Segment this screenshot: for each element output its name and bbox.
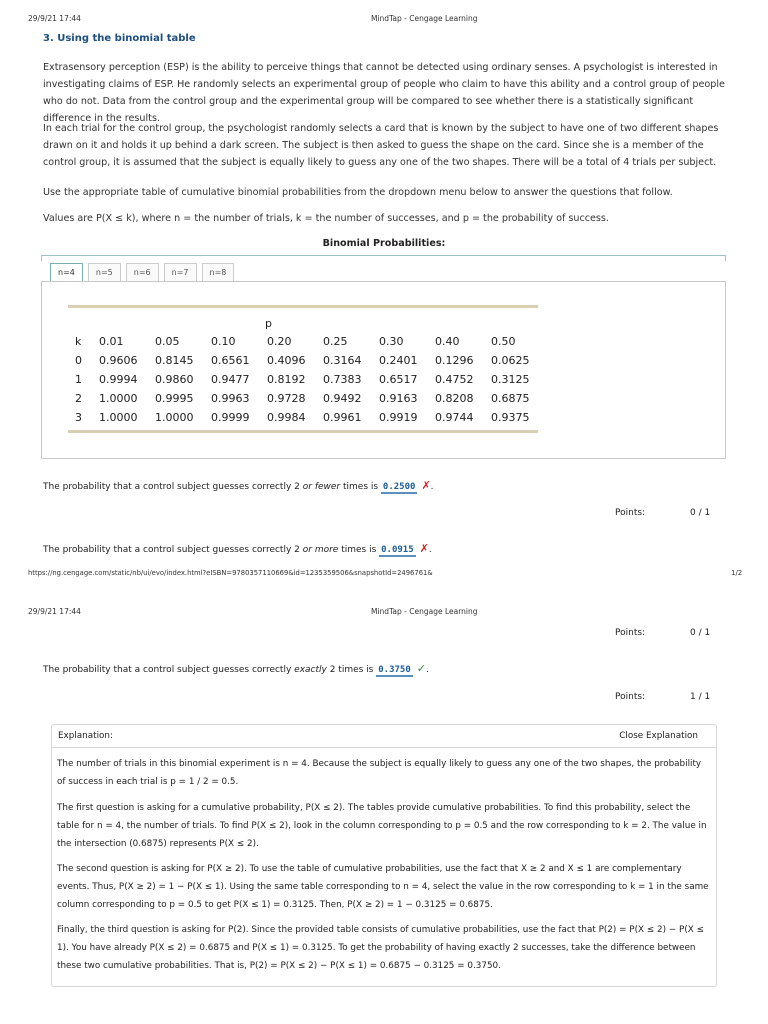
question-3-text: The probability that a control subject guesses correctly: [43, 665, 295, 675]
question-3-suffix: 2 times is: [326, 665, 377, 675]
table-cell: 0.9963: [211, 392, 250, 405]
table-cell: 0.0625: [491, 354, 530, 367]
table-cell: 0.1296: [435, 354, 474, 367]
question-1-period: .: [430, 482, 434, 492]
intro-paragraph-2: In each trial for the control group, the psychologist randomly selects a card that is known by the subject to have one of two different shapes drawn on it and holds it up behind a dark screen. The subject is then asked to guess the shape on the card. Since she is a member of the control group, it is assumed that the subject is equally likely to guess any one of the two shapes. There will be a total of 4 trials per subject.: [43, 123, 719, 168]
table-cell: 1.0000: [155, 411, 194, 424]
table-cell: 0.7383: [323, 373, 362, 386]
table-cell: 0.9606: [99, 354, 138, 367]
incorrect-icon: ✗: [419, 542, 429, 555]
question-3: [43, 662, 429, 675]
table-cell: 0.9919: [379, 411, 418, 424]
table-cell: 0.9961: [323, 411, 362, 424]
question-2-text: The probability that a control subject guesses correctly 2: [43, 545, 303, 555]
answer-3-dropdown[interactable]: 0.3750: [378, 665, 411, 675]
table-cell: 0.9744: [435, 411, 474, 424]
table-cell: 0.9375: [491, 411, 530, 424]
question-2-period: .: [428, 545, 432, 555]
table-cell: 0.2401: [379, 354, 418, 367]
answer-2-dropdown[interactable]: 0.0915: [381, 545, 414, 555]
tab-n5[interactable]: n=5: [88, 263, 121, 281]
table-row: [75, 370, 547, 389]
table-cell: 0.8192: [267, 373, 306, 386]
table-header-cell: 0.01: [99, 335, 124, 348]
table-cell: 0.3164: [323, 354, 362, 367]
print-date: 29/9/21 17:44: [28, 14, 81, 23]
table-cell: 0.9728: [267, 392, 306, 405]
table-cell: 0: [75, 354, 82, 367]
explanation-paragraph-1: The number of trials in this binomial experiment is n = 4. Because the subject is equally likely to guess any one of the two shapes, the probability of success in each trial is p = 1 / 2 = 0.5.: [57, 759, 702, 787]
table-selector-bar: [41, 255, 726, 261]
table-cell: 3: [75, 411, 82, 424]
question-1-text: The probability that a control subject guesses correctly 2: [43, 482, 303, 492]
table-cell: 0.9984: [267, 411, 306, 424]
table-cell: 2: [75, 392, 82, 405]
table-cell: 1.0000: [99, 392, 138, 405]
table-cell: 1: [75, 373, 82, 386]
points-value: 0 / 1: [690, 508, 711, 518]
tab-n8[interactable]: n=8: [202, 263, 235, 281]
question-2-emphasis: or more: [302, 545, 339, 555]
explanation-paragraph-4: Finally, the third question is asking for P(2). Since the provided table consists of cumulative probabilities, use the fact that P(2) = P(X ≤ 2) − P(X ≤ 1). You have already P(X ≤ 2) = 0.6875 and P(X ≤ 1) = 0.3125. To get the probability of having exactly 2 successes, take the difference between these two cumulative probabilities. That is, P(2) = P(X ≤ 2) − P(X ≤ 1) = 0.6875 − 0.3125 = 0.3750.: [57, 925, 704, 971]
table-header-cell: k: [75, 335, 82, 348]
table-cell: 0.6875: [491, 392, 530, 405]
table-cell: 0.4752: [435, 373, 474, 386]
table-top-rule: [68, 305, 538, 308]
table-cell: 0.9994: [99, 373, 138, 386]
print-date: 29/9/21 17:44: [28, 607, 81, 616]
correct-check-icon: ✓: [416, 662, 426, 675]
points-label: Points:: [615, 508, 646, 518]
tab-n4[interactable]: n=4: [50, 263, 83, 281]
print-site-title: MindTap - Cengage Learning: [371, 607, 478, 616]
table-cell: 0.6561: [211, 354, 250, 367]
table-cell: 0.4096: [267, 354, 306, 367]
table-cell: 0.9477: [211, 373, 250, 386]
close-explanation-button[interactable]: Close Explanation: [619, 731, 698, 741]
intro-paragraph-3: Use the appropriate table of cumulative binomial probabilities from the dropdown menu below to answer the questions that follow.: [43, 187, 673, 198]
print-footer-url: https://ng.cengage.com/static/nb/ui/evo/index.html?eISBN=9780357110669&id=1235359506&snapshotId=2496761&: [28, 569, 433, 577]
points-value: 1 / 1: [690, 692, 711, 702]
table-cell: 0.8145: [155, 354, 194, 367]
explanation-paragraph-2: The first question is asking for a cumulative probability, P(X ≤ 2). The tables provide cumulative probabilities. To find this probability, select the table for n = 4, the number of trials. To find P(X ≤ 2), look in the column corresponding to p = 0.5 and the row corresponding to k = 2. The value in the intersection (0.6875) represents P(X ≤ 2).: [57, 803, 707, 849]
intro-paragraph-1: Extrasensory perception (ESP) is the ability to perceive things that cannot be detected using ordinary senses. A psychologist is interested in investigating claims of ESP. He randomly selects an experimental group of people who claim to have this ability and a control group of people who do not. Data from the control group and the experimental group will be compared to see whether there is a statistically significant difference in the results.: [43, 62, 725, 124]
table-header-cell: 0.30: [379, 335, 404, 348]
table-header-cell: 0.25: [323, 335, 348, 348]
print-site-title: MindTap - Cengage Learning: [371, 14, 478, 23]
table-cell: 0.9995: [155, 392, 194, 405]
question-3-emphasis: exactly: [294, 665, 327, 675]
points-label: Points:: [615, 628, 646, 638]
tab-n6[interactable]: n=6: [126, 263, 159, 281]
incorrect-icon: ✗: [421, 479, 431, 492]
table-header-cell: 0.10: [211, 335, 236, 348]
table-header-cell: 0.20: [267, 335, 292, 348]
question-3-period: .: [425, 665, 429, 675]
table-header-cell: 0.05: [155, 335, 180, 348]
question-1: [43, 479, 434, 492]
table-row: [75, 408, 547, 427]
table-bottom-rule: [68, 430, 538, 433]
points-label: Points:: [615, 692, 646, 702]
explanation-header: [52, 725, 716, 748]
explanation-paragraph-3: The second question is asking for P(X ≥ 2). To use the table of cumulative probabilities, use the fact that X ≥ 2 and X ≤ 1 are complementary events. Thus, P(X ≥ 2) = 1 − P(X ≤ 1). Using the same table corresponding to n = 4, select the value in the row corresponding to k = 1 in the same column corresponding to p = 0.5 to get P(X ≤ 1) = 0.3125. Then, P(X ≥ 2) = 1 − 0.3125 = 0.6875.: [57, 864, 709, 910]
print-page-number: 1/2: [731, 569, 743, 577]
question-2: [43, 542, 432, 555]
table-row: [75, 389, 547, 408]
binomial-table: [75, 332, 547, 427]
table-row: [75, 351, 547, 370]
tab-n7[interactable]: n=7: [164, 263, 197, 281]
table-cell: 1.0000: [99, 411, 138, 424]
table-cell: 0.9163: [379, 392, 418, 405]
table-cell: 0.6517: [379, 373, 418, 386]
table-header-row: [75, 332, 547, 351]
explanation-title: Explanation:: [58, 731, 113, 741]
question-1-emphasis: or fewer: [302, 482, 341, 492]
answer-1-dropdown[interactable]: 0.2500: [382, 482, 416, 492]
n-tab-list: [50, 263, 234, 281]
p-column-label: p: [265, 317, 272, 330]
table-cell: 0.9860: [155, 373, 194, 386]
table-header-cell: 0.40: [435, 335, 460, 348]
table-caption: Binomial Probabilities:: [322, 238, 446, 249]
points-value: 0 / 1: [690, 628, 711, 638]
section-title: 3. Using the binomial table: [43, 33, 196, 44]
table-header-cell: 0.50: [491, 335, 516, 348]
table-cell: 0.8208: [435, 392, 474, 405]
table-cell: 0.9999: [211, 411, 250, 424]
table-cell: 0.3125: [491, 373, 530, 386]
question-1-suffix: times is: [340, 482, 381, 492]
intro-paragraph-4: Values are P(X ≤ k), where n = the number of trials, k = the number of successes, and p = the probability of success.: [43, 213, 609, 224]
table-cell: 0.9492: [323, 392, 362, 405]
question-2-suffix: times is: [338, 545, 380, 555]
